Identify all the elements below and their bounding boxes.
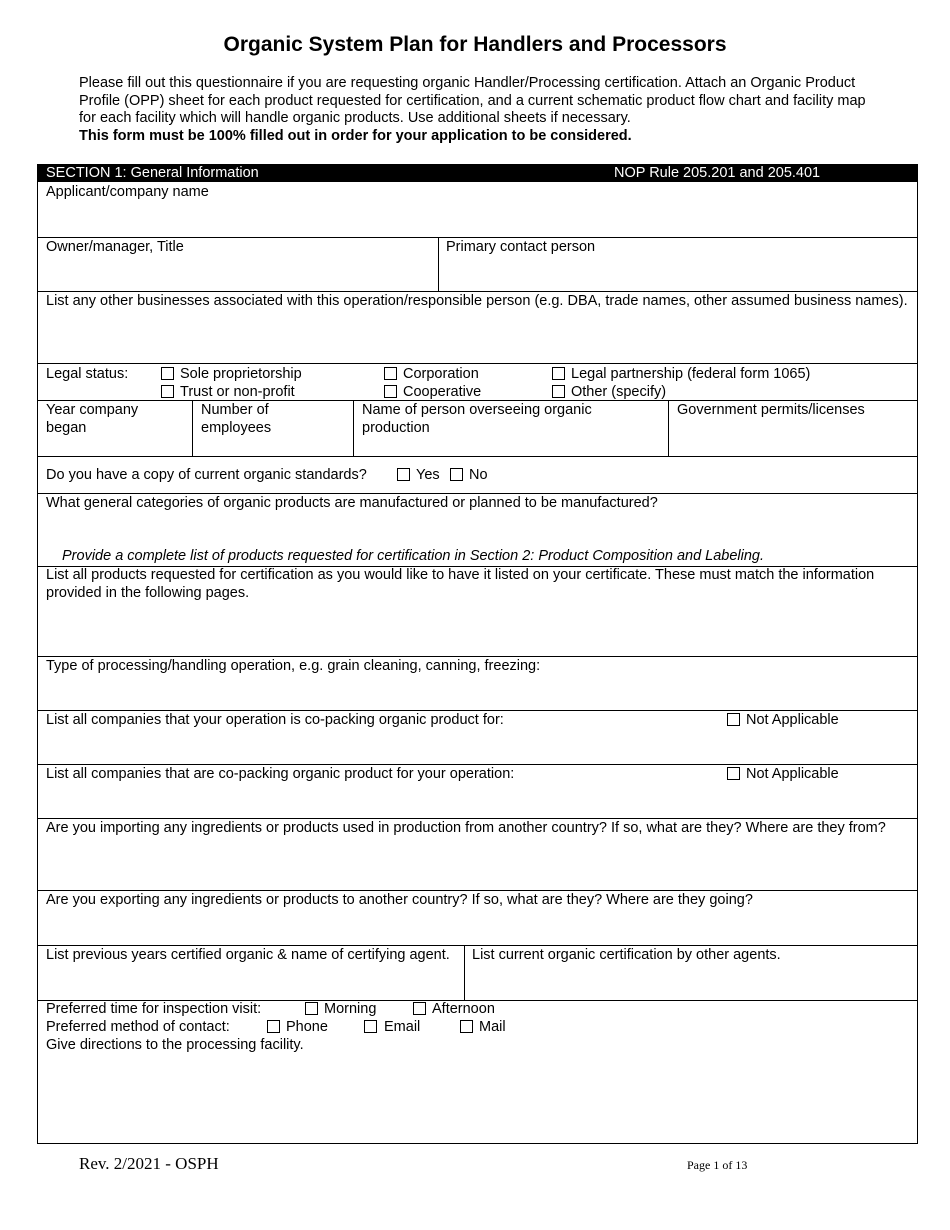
directions-label: Give directions to the processing facility.: [46, 1037, 304, 1053]
page-number: Page 1 of 13: [687, 1158, 748, 1172]
other-specify-label: Other (specify): [571, 384, 667, 400]
legal-partnership-checkbox[interactable]: [552, 367, 565, 380]
copacking-for-na-checkbox[interactable]: [727, 713, 740, 726]
applicant-label: Applicant/company name: [46, 184, 209, 200]
email-checkbox[interactable]: [364, 1020, 377, 1033]
standards-yes-label: Yes: [416, 467, 440, 483]
intro-text: Please fill out this questionnaire if you are requesting organic Handler/Processing certification. Attach an Organic Product Profile (OPP) sheet for each product requested for certification, and a current schematic product flow chart and facility map for each facility which will handle organic products. Use additional sheets if necessary.: [79, 75, 866, 126]
categories-note: Provide a complete list of products requested for certification in Section 2: Product Composition and Labeling.: [62, 548, 765, 564]
year-began-label: Year company began: [46, 402, 139, 436]
corporation-checkbox[interactable]: [384, 367, 397, 380]
processing-type-label: Type of processing/handling operation, e.g. grain cleaning, canning, freezing:: [46, 658, 541, 674]
morning-checkbox[interactable]: [305, 1002, 318, 1015]
divider: [38, 945, 917, 946]
divider: [38, 493, 917, 494]
products-list-label: List all products requested for certification as you would like to have it listed on your certificate. These must match the information provided in the following pages.: [46, 567, 875, 601]
intro-block: [79, 75, 879, 145]
divider: [38, 363, 917, 364]
standards-question: Do you have a copy of current organic standards?: [46, 467, 367, 483]
categories-question: What general categories of organic products are manufactured or planned to be manufactured?: [46, 495, 658, 511]
divider: [38, 237, 917, 238]
overseer-label: Name of person overseeing organic production: [362, 402, 592, 436]
contact-method-label: Preferred method of contact:: [46, 1019, 230, 1035]
inspection-time-label: Preferred time for inspection visit:: [46, 1001, 262, 1017]
afternoon-label: Afternoon: [432, 1001, 495, 1017]
standards-yes-checkbox[interactable]: [397, 468, 410, 481]
cooperative-label: Cooperative: [403, 384, 482, 400]
other-specify-checkbox[interactable]: [552, 385, 565, 398]
previous-years-label: List previous years certified organic & name of certifying agent.: [46, 947, 450, 963]
morning-label: Morning: [324, 1001, 377, 1017]
phone-label: Phone: [286, 1019, 328, 1035]
owner-label: Owner/manager, Title: [46, 239, 184, 255]
corporation-label: Corporation: [403, 366, 479, 382]
divider: [353, 400, 354, 456]
exporting-question: Are you exporting any ingredients or products to another country? If so, what are they? Where are they going?: [46, 892, 753, 908]
trust-label: Trust or non-profit: [180, 384, 295, 400]
legal-status-label: Legal status:: [46, 366, 129, 382]
copacking-for-label: List all companies that your operation is co-packing organic product for:: [46, 712, 504, 728]
divider: [438, 237, 439, 291]
divider: [38, 456, 917, 457]
email-label: Email: [384, 1019, 421, 1035]
general-information-form: [37, 164, 918, 1144]
divider: [38, 890, 917, 891]
primary-contact-label: Primary contact person: [446, 239, 596, 255]
afternoon-checkbox[interactable]: [413, 1002, 426, 1015]
divider: [38, 764, 917, 765]
section-header: [37, 164, 918, 182]
divider: [38, 656, 917, 657]
current-cert-label: List current organic certification by other agents.: [472, 947, 781, 963]
trust-checkbox[interactable]: [161, 385, 174, 398]
copacking-by-na-checkbox[interactable]: [727, 767, 740, 780]
divider: [38, 400, 917, 401]
legal-partnership-label: Legal partnership (federal form 1065): [571, 366, 811, 382]
sole-proprietorship-label: Sole proprietorship: [180, 366, 302, 382]
revision-footer: Rev. 2/2021 - OSPH: [79, 1154, 219, 1173]
mail-checkbox[interactable]: [460, 1020, 473, 1033]
permits-label: Government permits/licenses: [677, 402, 865, 418]
divider: [38, 818, 917, 819]
copacking-for-na-label: Not Applicable: [746, 712, 839, 728]
importing-question: Are you importing any ingredients or products used in production from another country? If so, what are they? Where are they from?: [46, 820, 886, 836]
intro-bold-notice: This form must be 100% filled out in order for your application to be considered.: [79, 127, 632, 144]
standards-no-label: No: [469, 467, 488, 483]
page-title: Organic System Plan for Handlers and Processors: [223, 33, 727, 56]
divider: [38, 710, 917, 711]
standards-no-checkbox[interactable]: [450, 468, 463, 481]
copacking-by-na-label: Not Applicable: [746, 766, 839, 782]
phone-checkbox[interactable]: [267, 1020, 280, 1033]
mail-label: Mail: [479, 1019, 506, 1035]
section-title: SECTION 1: General Information: [46, 165, 259, 181]
divider: [668, 400, 669, 456]
section-rule: NOP Rule 205.201 and 205.401: [614, 165, 821, 181]
employees-label: Number of employees: [201, 402, 272, 436]
cooperative-checkbox[interactable]: [384, 385, 397, 398]
sole-proprietorship-checkbox[interactable]: [161, 367, 174, 380]
divider: [464, 945, 465, 1000]
divider: [38, 291, 917, 292]
other-businesses-label: List any other businesses associated with this operation/responsible person (e.g. DBA, trade names, other assumed business names).: [46, 293, 908, 309]
divider: [192, 400, 193, 456]
copacking-by-label: List all companies that are co-packing organic product for your operation:: [46, 766, 515, 782]
